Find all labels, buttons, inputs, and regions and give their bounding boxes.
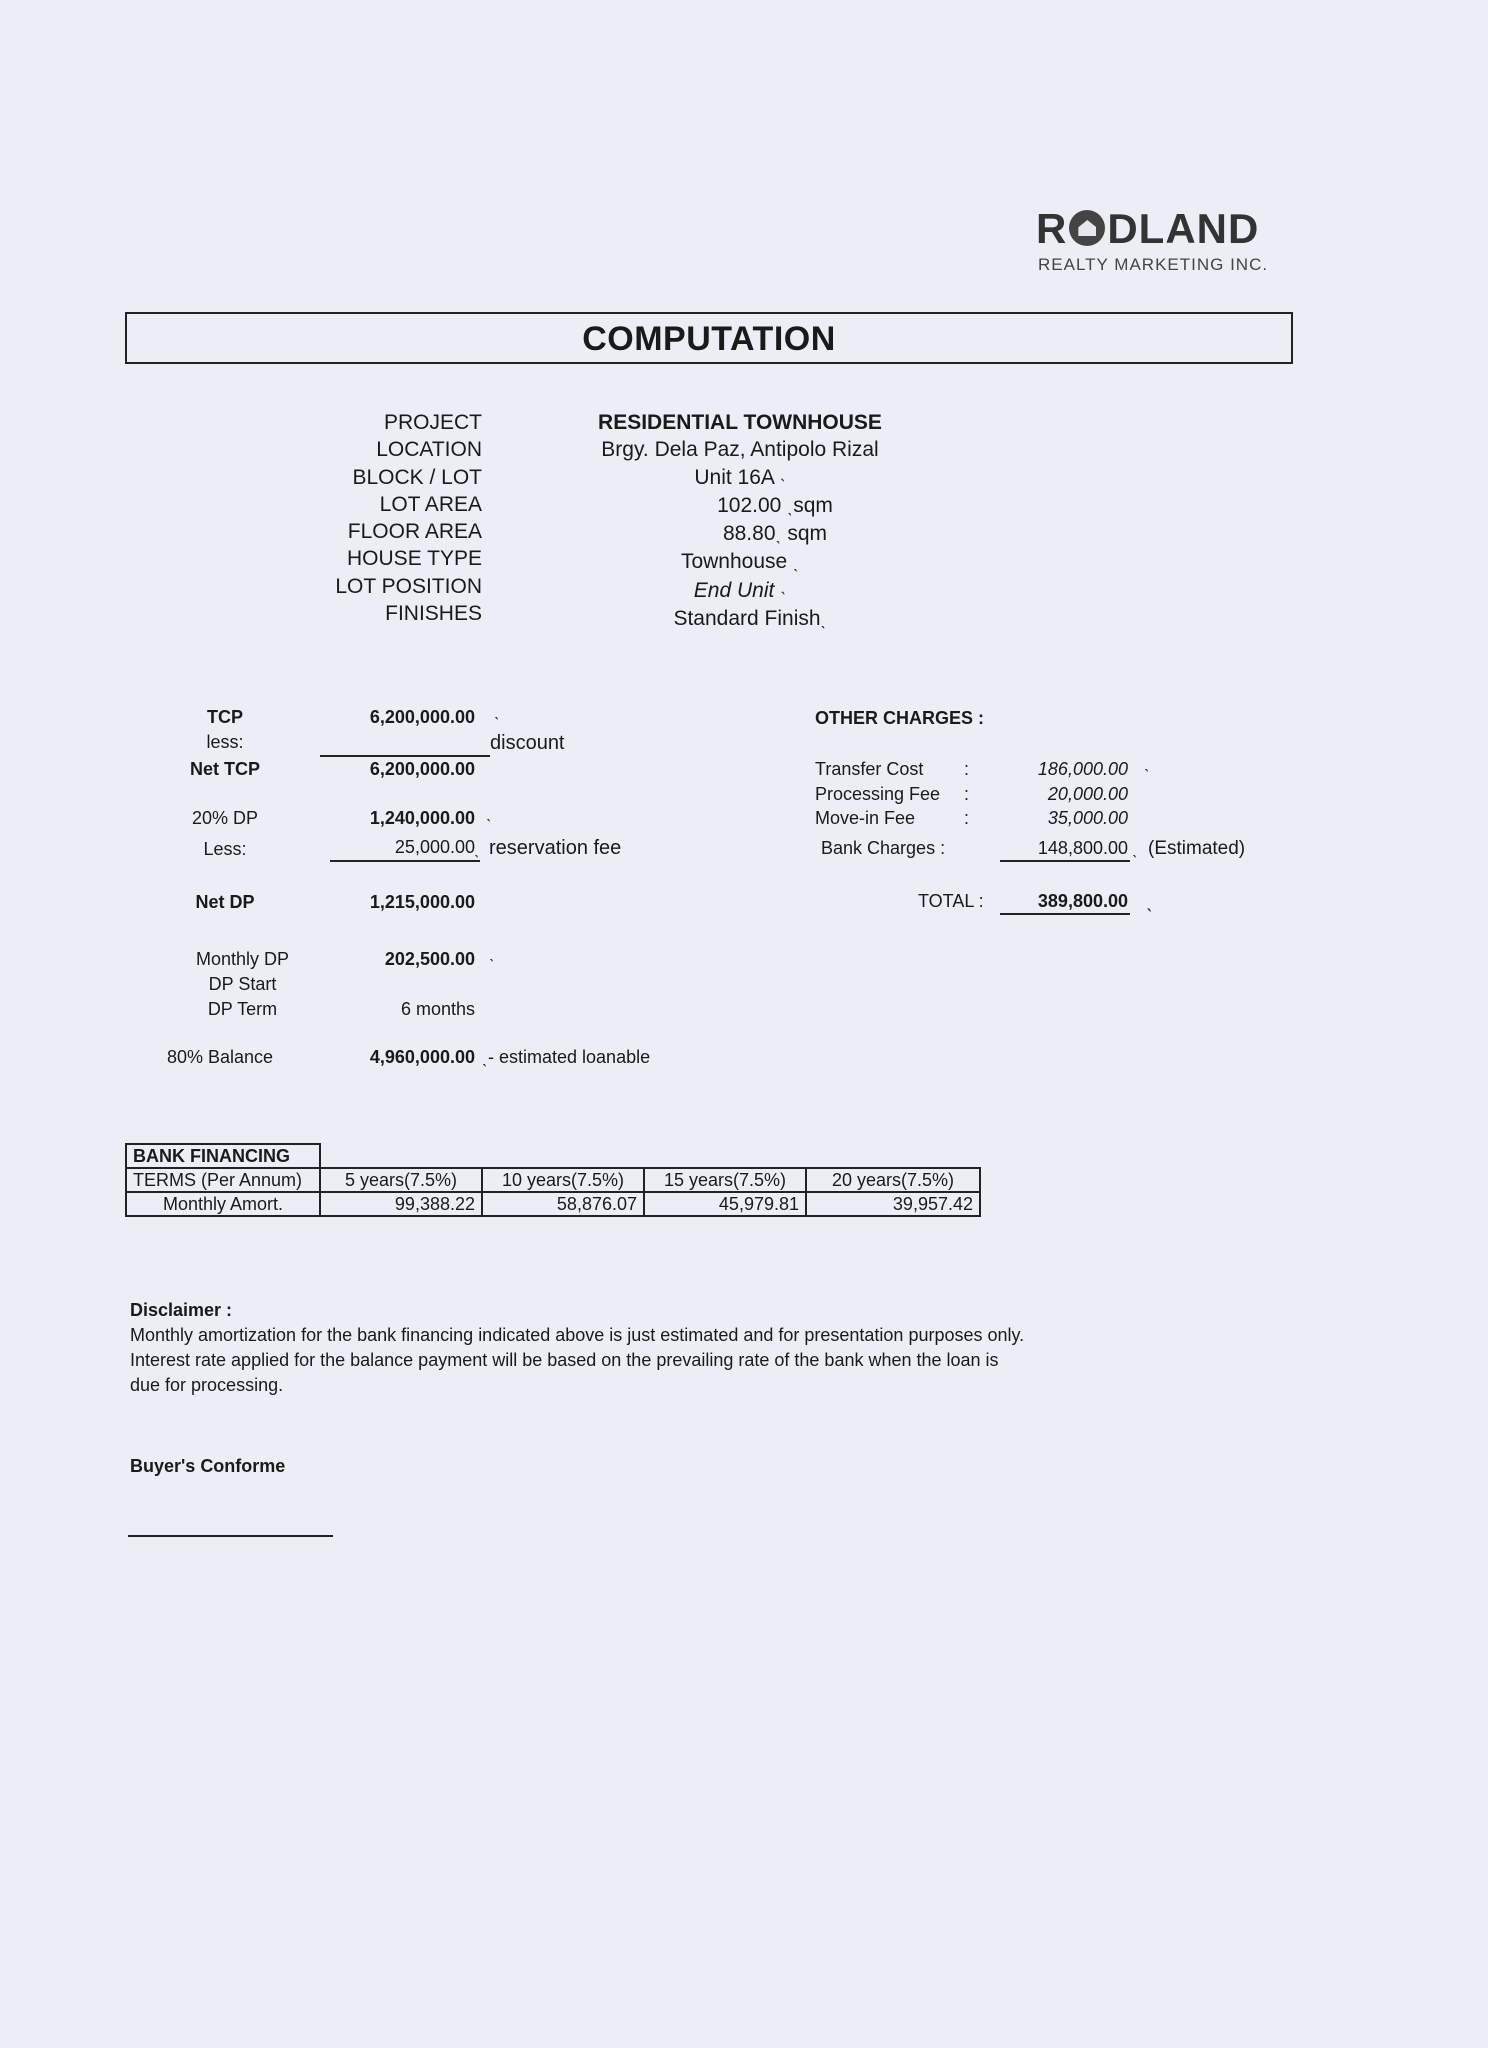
processing-fee-value: 20,000.00: [1047, 784, 1128, 804]
balance-note-text: - estimated loanable: [488, 1047, 651, 1067]
transfer-cost-sep: :: [964, 759, 970, 779]
net-dp-label: Net DP: [195, 892, 255, 912]
finishes-text: Standard Finish: [673, 607, 821, 631]
check-mark-icon: ˎ: [486, 802, 492, 822]
dp-term-label: DP Term: [207, 999, 278, 1019]
amort-cell: 58,876.07: [482, 1192, 644, 1216]
lot-position-label: LOT POSITION: [335, 574, 482, 598]
move-in-fee-label: Move-in Fee: [815, 808, 916, 828]
transfer-cost-label: Transfer Cost: [815, 759, 924, 779]
dp-label: 20% DP: [191, 808, 259, 828]
block-lot-label: BLOCK / LOT: [352, 465, 482, 489]
net-dp-value: 1,215,000.00: [369, 892, 475, 912]
net-tcp-value: 6,200,000.00: [369, 759, 475, 779]
other-charges-heading: OTHER CHARGES :: [815, 708, 985, 728]
processing-fee-label: Processing Fee: [815, 784, 941, 804]
table-row: [126, 1192, 980, 1216]
term-cell: 15 years(7.5%): [644, 1168, 806, 1192]
check-mark-icon: ˴: [779, 467, 786, 488]
total-label: TOTAL :: [918, 891, 984, 911]
reservation-value: 25,000.00: [394, 837, 475, 857]
tcp-label: TCP: [207, 707, 243, 727]
total-value: 389,800.00: [1037, 891, 1128, 911]
lot-area-label: LOT AREA: [379, 492, 482, 516]
check-mark-icon: ˎ: [793, 552, 800, 573]
check-mark-icon: ˎ: [1146, 887, 1154, 912]
lot-area-value: [560, 492, 920, 520]
bank-financing-heading: BANK FINANCING: [126, 1144, 320, 1168]
monthly-dp-value: 202,500.00: [384, 949, 475, 969]
move-in-fee-value: 35,000.00: [1047, 808, 1128, 828]
check-mark-icon: ˎ: [474, 838, 480, 858]
house-icon: [1069, 210, 1105, 246]
finishes-value: [560, 605, 920, 633]
check-mark-icon: ˎ: [775, 524, 782, 545]
terms-label: TERMS (Per Annum): [126, 1168, 320, 1192]
table-row: [126, 1168, 980, 1192]
block-lot-value: [560, 464, 920, 492]
dp-value: 1,240,000.00: [369, 808, 475, 828]
reservation-label: reservation fee: [489, 837, 622, 859]
check-mark-icon: ˎ: [787, 495, 794, 516]
term-cell: 10 years(7.5%): [482, 1168, 644, 1192]
buyers-conforme-label: Buyer's Conforme: [130, 1456, 286, 1476]
reservation-underline: [330, 860, 480, 862]
disclaimer-heading: Disclaimer :: [130, 1300, 233, 1320]
block-lot-text: Unit 16A: [694, 465, 774, 489]
amort-label: Monthly Amort.: [126, 1192, 320, 1216]
details-labels: [300, 409, 482, 627]
title-box: [125, 312, 1293, 364]
project-value: RESIDENTIAL TOWNHOUSE: [598, 411, 882, 434]
bank-charges-underline: [1000, 860, 1130, 862]
bank-financing-table: [125, 1143, 981, 1217]
house-type-label: HOUSE TYPE: [347, 547, 482, 571]
check-mark-icon: ˎ: [820, 609, 827, 630]
amort-cell: 39,957.42: [806, 1192, 980, 1216]
monthly-dp-label: Monthly DP: [195, 949, 290, 969]
disclaimer-line: Interest rate applied for the balance payment will be based on the prevailing rate of the bank when the loan is: [130, 1350, 999, 1370]
signature-line: [128, 1535, 333, 1537]
house-type-value: [560, 548, 920, 576]
lot-position-value: [560, 577, 920, 605]
page-title: COMPUTATION: [582, 320, 836, 358]
bank-charges-value: 148,800.00: [1037, 838, 1128, 858]
balance-note: [482, 1047, 650, 1068]
logo-text-r: R: [1036, 205, 1068, 252]
total-underline: [1000, 913, 1130, 915]
disclaimer: [130, 1298, 1240, 1398]
project-label: PROJECT: [383, 411, 482, 434]
lot-position-text: End Unit: [693, 578, 775, 602]
check-mark-icon: ˴: [780, 580, 787, 601]
details-values: [560, 409, 920, 633]
disclaimer-line: Monthly amortization for the bank financing indicated above is just estimated and for presentation purposes only.: [130, 1325, 1025, 1345]
empty-cell: [320, 1144, 980, 1168]
lot-area-unit: sqm: [793, 493, 833, 517]
location-label: LOCATION: [376, 438, 482, 462]
balance-label: 80% Balance: [166, 1047, 274, 1067]
logo-text-dland: DLAND: [1107, 205, 1260, 252]
dp-term-value: 6 months: [400, 999, 475, 1019]
less2-label: Less:: [203, 839, 247, 859]
bank-charges-label: Bank Charges :: [821, 838, 946, 858]
logo-subtitle: REALTY MARKETING INC.: [1038, 255, 1269, 274]
amort-cell: 99,388.22: [320, 1192, 482, 1216]
processing-fee-sep: :: [964, 784, 970, 804]
location-value: Brgy. Dela Paz, Antipolo Rizal: [601, 438, 879, 462]
balance-value: 4,960,000.00: [369, 1047, 475, 1067]
check-mark-icon: ˎ: [1144, 752, 1150, 772]
term-cell: 5 years(7.5%): [320, 1168, 482, 1192]
tcp-value: 6,200,000.00: [369, 707, 475, 727]
table-row: [126, 1144, 980, 1168]
transfer-cost-value: 186,000.00: [1037, 759, 1128, 779]
check-mark-icon: ˎ: [482, 1047, 488, 1067]
bank-charges-note: (Estimated): [1148, 838, 1246, 859]
company-logo: [1036, 205, 1269, 285]
check-mark-icon: ˎ: [1132, 838, 1138, 858]
lot-area-number: 102.00: [717, 493, 782, 517]
floor-area-label: FLOOR AREA: [347, 520, 482, 544]
term-cell: 20 years(7.5%): [806, 1168, 980, 1192]
amort-cell: 45,979.81: [644, 1192, 806, 1216]
less-label: less:: [206, 732, 244, 752]
house-type-text: Townhouse: [680, 550, 788, 574]
check-mark-icon: ˎ: [494, 700, 500, 720]
disclaimer-line: due for processing.: [130, 1375, 284, 1395]
logo-wordmark: [1036, 205, 1259, 253]
finishes-label: FINISHES: [385, 602, 482, 626]
floor-area-unit: sqm: [787, 522, 828, 546]
dp-start-label: DP Start: [208, 974, 277, 994]
net-tcp-label: Net TCP: [189, 759, 260, 779]
move-in-fee-sep: :: [964, 808, 970, 828]
floor-area-number: 88.80: [722, 522, 776, 546]
floor-area-value: [560, 520, 920, 548]
check-mark-icon: ˎ: [489, 942, 495, 962]
discount-underline: [320, 755, 490, 757]
discount-label: discount: [490, 732, 565, 754]
